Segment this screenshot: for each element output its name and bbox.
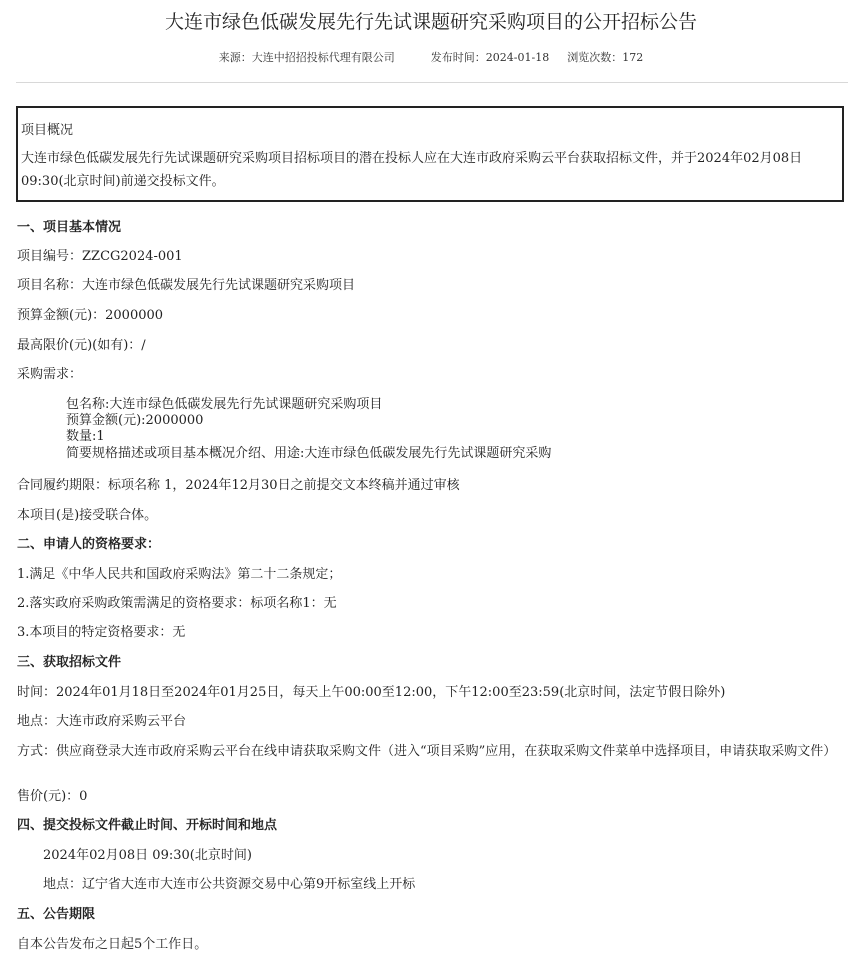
obtain-place: 地点：大连市政府采购云平台: [17, 714, 187, 729]
package-quantity: 数量:1: [66, 429, 105, 444]
header-divider: [16, 82, 848, 83]
consortium-note: 本项目(是)接受联合体。: [17, 508, 158, 523]
obtain-time: 时间：2024年01月18日至2024年01月25日，每天上午00:00至12:00，下午12:00至23:59(北京时间，法定节假日除外): [17, 685, 726, 700]
contract-period: 合同履约期限：标项名称 1，2024年12月30日之前提交文本终稿并通过审核: [17, 478, 460, 493]
page-title: 大连市绿色低碳发展先行先试课题研究采购项目的公开招标公告: [164, 11, 697, 33]
package-description: 简要规格描述或项目基本概况介绍、用途:大连市绿色低碳发展先行先试课题研究采购: [66, 446, 552, 461]
qualification-item-3: 3.本项目的特定资格要求：无: [17, 625, 186, 640]
bid-deadline: 2024年02月08日 09:30(北京时间): [43, 848, 252, 863]
package-name: 包名称:大连市绿色低碳发展先行先试课题研究采购项目: [66, 397, 383, 412]
notice-period: 自本公告发布之日起5个工作日。: [17, 937, 208, 952]
demand-label: 采购需求：: [17, 367, 83, 382]
section-heading-qualifications: 二、申请人的资格要求：: [17, 537, 161, 552]
budget-amount: 预算金额(元)：2000000: [17, 308, 164, 323]
qualification-item-2: 2.落实政府采购政策需满足的资格要求：标项名称1：无: [17, 596, 337, 611]
obtain-method: 方式：供应商登录大连市政府采购云平台在线申请获取采购文件（进入“项目采购”应用，在获取采购文件菜单中选择项目，申请获取采购文件）: [17, 744, 837, 759]
overview-title: 项目概况: [21, 123, 74, 138]
section-heading-deadline: 四、提交投标文件截止时间、开标时间和地点: [17, 818, 278, 833]
qualification-item-1: 1.满足《中华人民共和国政府采购法》第二十二条规定；: [17, 567, 342, 582]
document-price: 售价(元)：0: [17, 789, 88, 804]
article-meta: [0, 49, 862, 67]
overview-body: 大连市绿色低碳发展先行先试课题研究采购项目招标项目的潜在投标人应在大连市政府采购云平台获取招标文件，并于2024年02月08日 09:30(北京时间)前递交投标文件。: [21, 151, 803, 189]
bid-opening-place: 地点：辽宁省大连市大连市公共资源交易中心第9开标室线上开标: [43, 877, 416, 892]
source-label: 来源：大连中招招投标代理有限公司: [218, 51, 395, 64]
max-price: 最高限价(元)(如有)：/: [17, 338, 146, 353]
section-heading-notice-period: 五、公告期限: [17, 907, 96, 922]
project-number: 项目编号：ZZCG2024-001: [17, 249, 183, 264]
publish-time: 发布时间：2024-01-18: [430, 51, 550, 64]
view-count: 浏览次数：172: [567, 51, 644, 64]
package-budget: 预算金额(元):2000000: [66, 413, 204, 428]
section-heading-obtain-docs: 三、获取招标文件: [17, 655, 122, 670]
project-name: 项目名称：大连市绿色低碳发展先行先试课题研究采购项目: [17, 278, 356, 293]
project-overview-box: [16, 106, 844, 202]
section-heading-basic-info: 一、项目基本情况: [17, 220, 122, 235]
